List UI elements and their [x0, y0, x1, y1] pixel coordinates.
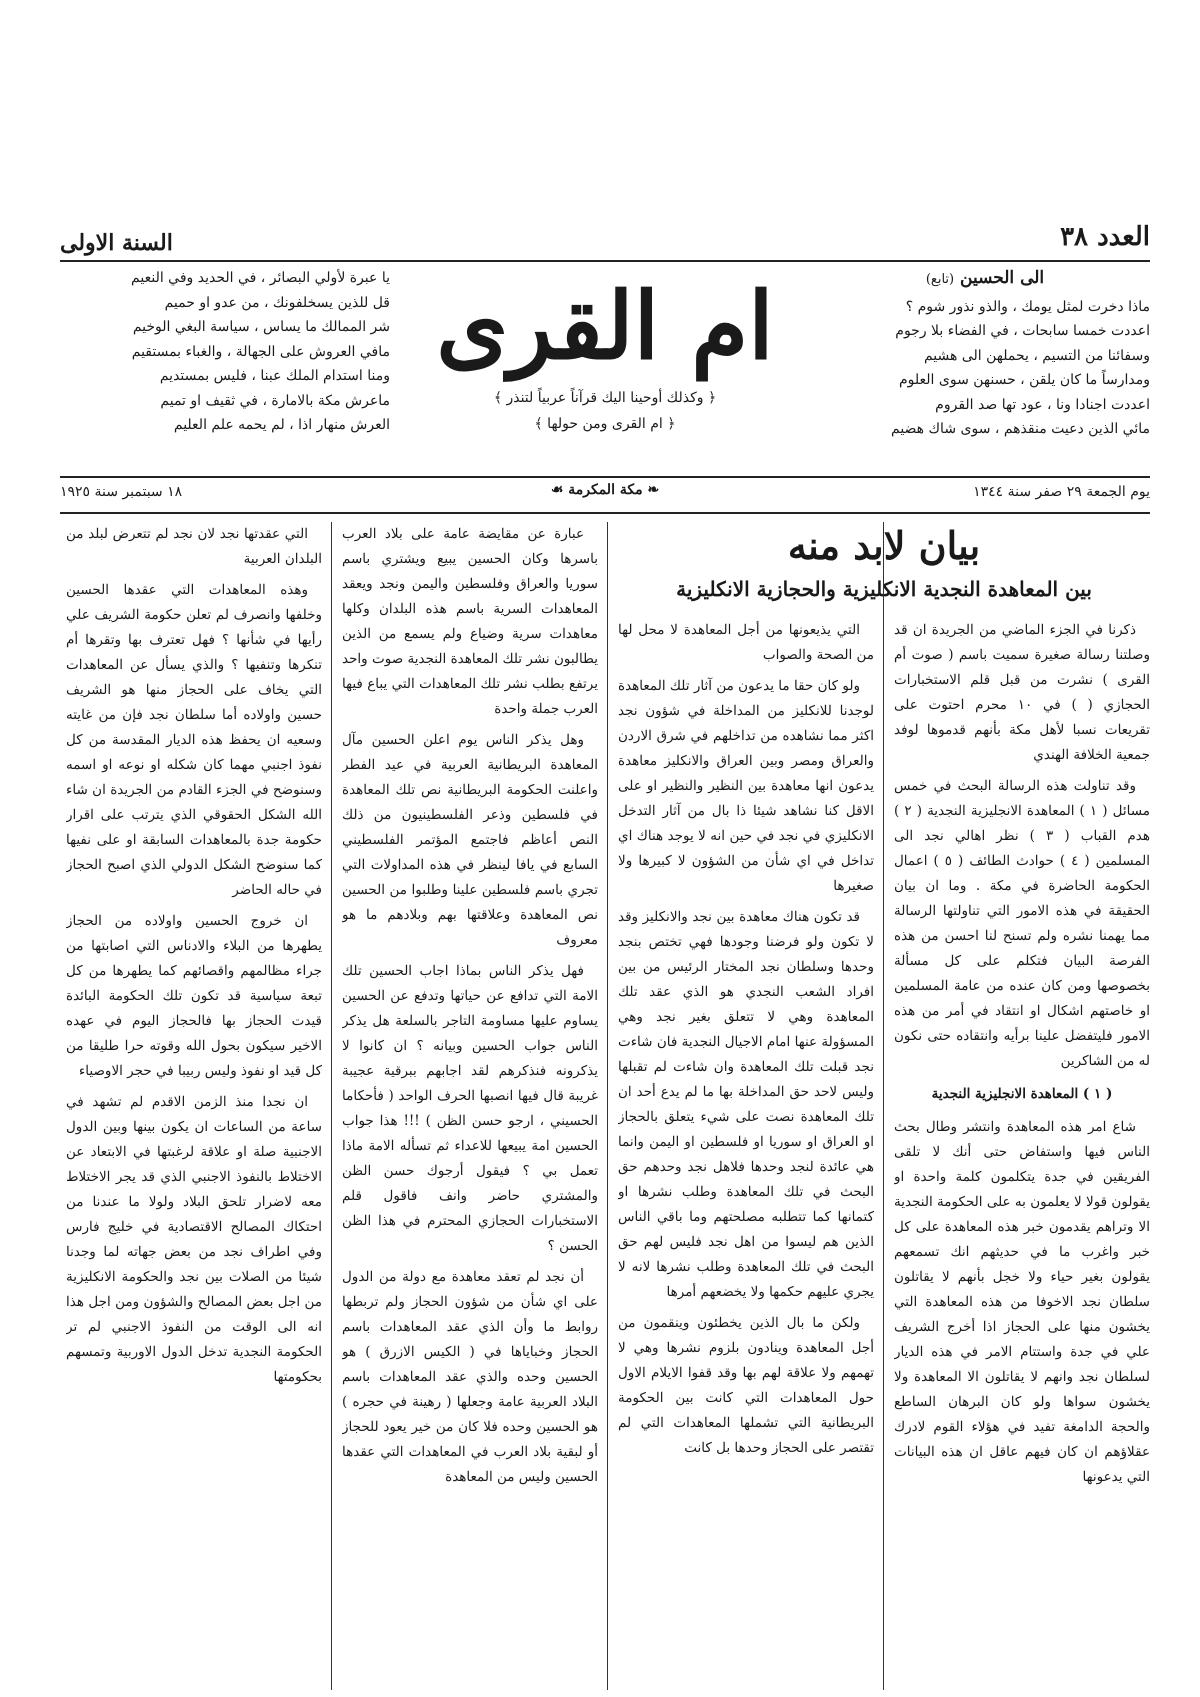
- column-divider: [607, 522, 608, 1690]
- poem-line: ماعرش مكة بالامارة ، في ثقيف او تميم: [160, 392, 390, 409]
- newspaper-page: [60, 200, 1150, 1690]
- paragraph: قد تكون هناك معاهدة بين نجد والانكليز وقد لا تكون ولو فرضنا وجودها فهي تختص بنجد وحدها وسلطان نجد المختار الرئيس من بين افراد الشعب النجدي هو الذي عقد تلك المعاهدة وهي لا تتعلق بغير نجد وهي المسؤولة عنها امام الاجيال النجدية فان شاءت نجد قبلت تلك المعاهدة وان شاءت لم تقبلها وليس لاحد حق المداخلة بها ما لم يدع أحد ان تلك المعاهدة نصت على شيء يتعلق بالحجاز او العراق او سوريا او فلسطين او اليمن وانما هي عائدة لنجد وحدها فلاهل نجد وحدهم حق البحث في تلك المعاهدة وطلب نشرها او كتمانها كما تتطلبه مصلحتهم وما باقي الناس الذين هم ليسوا من اهل نجد فليس لهم حق البحث في تلك المعاهدة وطلب نشرها لانه لا يجري عليهم حكمها ولا يخضعهم أمرها: [618, 909, 874, 1300]
- article-columns: [60, 522, 1150, 1690]
- article-subheadline: بين المعاهدة النجدية الانكليزية والحجازية الانكليزية: [676, 577, 1092, 601]
- issue-number: العدد ٣٨: [1060, 222, 1150, 252]
- ornament-icon: ☙: [550, 482, 569, 498]
- column-1: [894, 618, 1150, 1690]
- poem-line: وسفائنا من التسيم ، يحملهن الى هشيم: [923, 347, 1150, 364]
- poem-line: العرش منهار اذا ، لم يحمه علم العليم: [173, 417, 390, 433]
- column-divider: [331, 522, 332, 1690]
- masthead-top: [60, 222, 1150, 262]
- paragraph: التي يذيعونها من أجل المعاهدة لا محل لها من الصحة والصواب: [618, 622, 874, 663]
- paragraph: التي عقدتها نجد لان نجد لم تتعرض لبلد من البلدان العربية: [66, 526, 322, 567]
- paragraph: ذكرنا في الجزء الماضي من الجريدة ان قد وصلتنا رسالة صغيرة سميت باسم ( صوت أم القرى ) نشرت من قبل قلم الاستخبارات الحجازي ( ) في ١٠ محرم احتوت على تقريعات نسبا لأهل مكة بأنهم قدموها لوفد جمعية الخلافة الهندي: [894, 622, 1150, 763]
- date-gregorian: ١٨ سبتمبر سنة ١٩٢٥: [60, 484, 183, 500]
- dateline-place: [490, 482, 720, 498]
- poem-title: [820, 266, 1150, 293]
- dateline: [60, 482, 1150, 506]
- paragraph: ولكن ما بال الذين يخطئون وينقمون من أجل المعاهدة وينادون بلزوم نشرها وهي لا تهمهم ولا علاقة لهم بها وقد قفوا الايلام الاول حول المعاهدات التي كانت بين الحكومة البريطانية التي تشملها المعاهدات التي لم تقتصر على الحجاز وحدها بل كانت: [618, 1315, 874, 1456]
- masthead-rule-bottom: [60, 476, 1150, 478]
- poem-left: [60, 266, 390, 438]
- poem-line: شر الممالك ما يساس ، سياسة البغي الوخيم: [132, 319, 390, 335]
- paragraph: ان نجدا منذ الزمن الاقدم لم تشهد في ساعة من الساعات ان يكون بينها وبين الدول الاجنبية صلة او علاقة لرغبتها في الابتعاد عن الاختلاط بالنفوذ الاجنبي الذي قد يجر الاختلاط معه لاضرار تلحق البلاد ولولا ما عندنا من احتكاك المصالح الاقتصادية في خليج فارس وفي اطراف نجد من بعض جهاته لما وجدنا شيئا من الصلات بين نجد والحكومة الانكليزية من اجل بعض المصالح والشؤون ومن اجل هذا انه الى الوقت من النفوذ الاجنبي لم تر الحكومة النجدية تدخل الدول الاوربية وتمسهم بحكومتها: [66, 1094, 322, 1385]
- paragraph: فهل يذكر الناس بماذا اجاب الحسين تلك الامة التي تدافع عن حياتها وتدفع عن الحسين يساوم عليها مساومة التاجر بالسلعة هل يذكر الناس جواب الحسين وبيانه ؟ ان كانوا لا يذكرونه فنذكرهم لقد اجابهم ببرقية عجيبة غريبة قال فيها انصبها الحرف الواحد ( فأحكاما الحسيني ، ارجو حسن الظن ) !!! هذا جواب الحسين امة يبيعها للاعداء ثم تسأله الامة ماذا تعمل بي ؟ فيقول أرجوك حسن الظن والمشتري حاضر وانف فاقول قلم الاستخبارات الحجازي المحترم في هذا الظن الحسن ؟: [342, 963, 598, 1254]
- newspaper-logo: ام القرى: [436, 272, 774, 380]
- poem-title-text: الى الحسين: [960, 268, 1045, 288]
- paragraph: أن نجد لم تعقد معاهدة مع دولة من الدول على اي شأن من شؤون الحجاز ولم تربطها روابط ما وأن الذي عقد المعاهدات باسم الحجاز وخباياها في ( الكيس الازرق ) هو الحسين وحده والذي عقد المعاهدات باسم البلاد العربية عامة وجعلها ( رهينة في حجره ) هو الحسين وحده فلا كان من خير يعود للحجاز أو لبقية بلاد العرب في المعاهدات التي عقدها الحسين وليس من المعاهدة: [342, 1269, 598, 1485]
- year-label: السنة الاولى: [60, 230, 173, 256]
- place-name: مكة المكرمة: [568, 482, 643, 498]
- date-hijri: يوم الجمعة ٢٩ صفر سنة ١٣٤٤: [973, 484, 1150, 500]
- column-4: [66, 522, 322, 1690]
- ornament-icon: ❧: [642, 482, 660, 498]
- paragraph: وقد تناولت هذه الرسالة البحث في خمس مسائل ( ١ ) المعاهدة الانجليزية النجدية ( ٢ ) هدم القباب ( ٣ ) نظر اهالي نجد الى المسلمين ( ٤ ) حوادث الطائف ( ٥ ) اعمال الحكومة الحاضرة في مكة . وما ان بيان الحقيقة في هذه الامور التي تناولتها الرسالة مما يهمنا نشره ولم تسنح لنا احسن من هذه الفرصة البيان فتكلم على كل مسألة بخصوصها ومن كان عنده من عامة المسلمين او خاصتهم اشكال او انتقاد في أمر من هذه الامور فليتفضل علينا برأيه وانتقاده حتى نكون له من الشاكرين: [894, 778, 1150, 1069]
- column-divider: [883, 522, 884, 1690]
- paragraph: ولو كان حقا ما يدعون من آثار تلك المعاهدة لوجدنا للانكليز من المداخلة في شؤون نجد اكثر مما نشاهده من تداخلهم في شرق الاردن والعراق ومصر وبين العراق والانكليز معاهدة يدعون انها معاهدة بين النظير والنظير او على الاقل كنا نشاهد شيئا ذا بال من آثار التدخل الانكليزي في نجد في حين انه لا يوجد هناك اي تداخل في اي شأن من الشؤون لا كبيرها ولا صغيرها: [618, 678, 874, 894]
- article-headline: بيان لابد منه: [787, 523, 981, 568]
- poem-line: ومدارساً ما كان يلقن ، حسنهن سوى العلوم: [898, 372, 1150, 388]
- poem-line: يا عبرة لأولي البصائر ، في الحديد وفي النعيم: [131, 270, 390, 286]
- poem-line: مائي الذين دعيت منقذهم ، سوى شاك هضيم: [891, 421, 1150, 437]
- poem-line: اعددت اجنادا ونا ، عود تها صد القروم: [935, 396, 1150, 413]
- poem-line: مافي العروش على الجهالة ، والغباء بمستقيم: [131, 343, 390, 360]
- column-2: [618, 618, 874, 1690]
- poem-line: ومنا استدام الملك عبنا ، فليس بمستديم: [159, 368, 390, 384]
- article-headline-block: [618, 522, 1150, 604]
- poem-line: ماذا دخرت لمثل يومك ، والذو نذور شوم ؟: [905, 298, 1150, 315]
- poem-line: اعددت خمسا سابحات ، في الفضاء بلا رجوم: [895, 323, 1150, 339]
- paragraph: وهل يذكر الناس يوم اعلن الحسين مآل المعاهدة البريطانية العربية في عيد الفطر واعلنت الحكومة البريطانية نص تلك المعاهدة في فلسطين وذعر الفلسطينيون من ذلك النص أعاظم فاجتمع المؤتمر الفلسطيني السابع في يافا لينظر في هذه المداولات التي تجري باسم فلسطين علينا وطلبوا من الحسين نص المعاهدة وعلاقتها بهم وبلادهم ما هو معروف: [342, 732, 598, 948]
- poem-title-note: (تابع): [925, 272, 955, 287]
- motto-secondary: ﴿ ام القرى ومن حولها ﴾: [534, 416, 676, 432]
- paragraph: ان خروج الحسين واولاده من الحجاز يطهرها من البلاء والادناس التي اصابتها من جراء مظالمهم واقصائهم كما يطهرها من كل تبعة سياسية قد تكون تلك الحكومة البائدة قيدت الحجاز بها فالحجاز اليوم في عهده الاخير سيكون بحول الله وقوته حرا طليقا من كل قيد او نفوذ وليس ربيبا في حجر الاوصياء: [66, 913, 322, 1079]
- paragraph: شاع امر هذه المعاهدة وانتشر وطال بحث الناس فيها واستفاض حتى أنك لا تلقى الفريقين في جدة يتكلمون كلمة واحدة او يقولون قولا لا يعلمون به على الحكومة النجدية الا وتراهم يقدمون خبر هذه المعاهدة على كل خبر واغرب ما في حديثهم انك تسمعهم يقولون بغير حياء ولا خجل بأنهم لا يقاتلون سلطان نجد الاخوفا من هذه المعاهدة التي يخشون منها على الحجاز اذا أخرج الشريف علي في جدة واستتام الامر في هذه الديار لسلطان نجد وانهم لا يقاتلون الا المعاهدة ولا يخشون سواها ولو كان البرهان الساطع والحجة الدامغة تفيد في هؤلاء القوم لادرك عقلاؤهم ان كان فيهم عاقل ان هذه البيانات التي يدعونها: [894, 1119, 1150, 1485]
- poem-line: قل للذين يسخلفونك ، من عدو او حميم: [164, 294, 390, 311]
- column-3: [342, 522, 598, 1690]
- motto: ﴿ وكذلك أوحينا اليك قرآناً عربياً لتنذر ﴾: [493, 390, 717, 406]
- dateline-rule: [60, 512, 1150, 514]
- masthead-rule-top: [60, 260, 1150, 262]
- paragraph: عبارة عن مقايضة عامة على بلاد العرب باسرها وكان الحسين يبيع ويشتري باسم سوريا والعراق وفلسطين واليمن ونجد ويعقد المعاهدات السرية باسم هذه البلدان وكلها معاهدات سرية وضياع ولم يسمع من الذين يطالبون نشر تلك المعاهدة النجدية صوت واحد يرتفع بطلب نشر تلك المعاهدات التي يباع فيها العرب جملة واحدة: [342, 526, 598, 717]
- paragraph: وهذه المعاهدات التي عقدها الحسين وخلفها وانصرف لم تعلن حكومة الشريف علي رأيها في شأنها ؟ فهل تعترف بها وتقرها أم تنكرها وتنفيها ؟ والذي يسأل عن المعاهدات التي يخاف على الحجاز منها هو الشريف حسين واولاده أما سلطان نجد فإن من غايته وسعيه ان يحفظ هذه الديار المقدسة من كل نفوذ اجنبي مهما كان شكله او نوعه او اسمه وسنوضح في الجزء القادم من الجريدة ان شاء الله الشكل الحقوقي الذي يترتب على اقرار حكومة جدة بالمعاهدات السابقة او على نفيها كما سنوضح الشكل الدولي الذي اصبح الحجاز في حاله الحاضر: [66, 582, 322, 898]
- poem-right: [820, 266, 1150, 442]
- section-heading: ( ١ ) المعاهدة الانجليزية النجدية: [931, 1086, 1113, 1102]
- masthead-center: [420, 266, 790, 432]
